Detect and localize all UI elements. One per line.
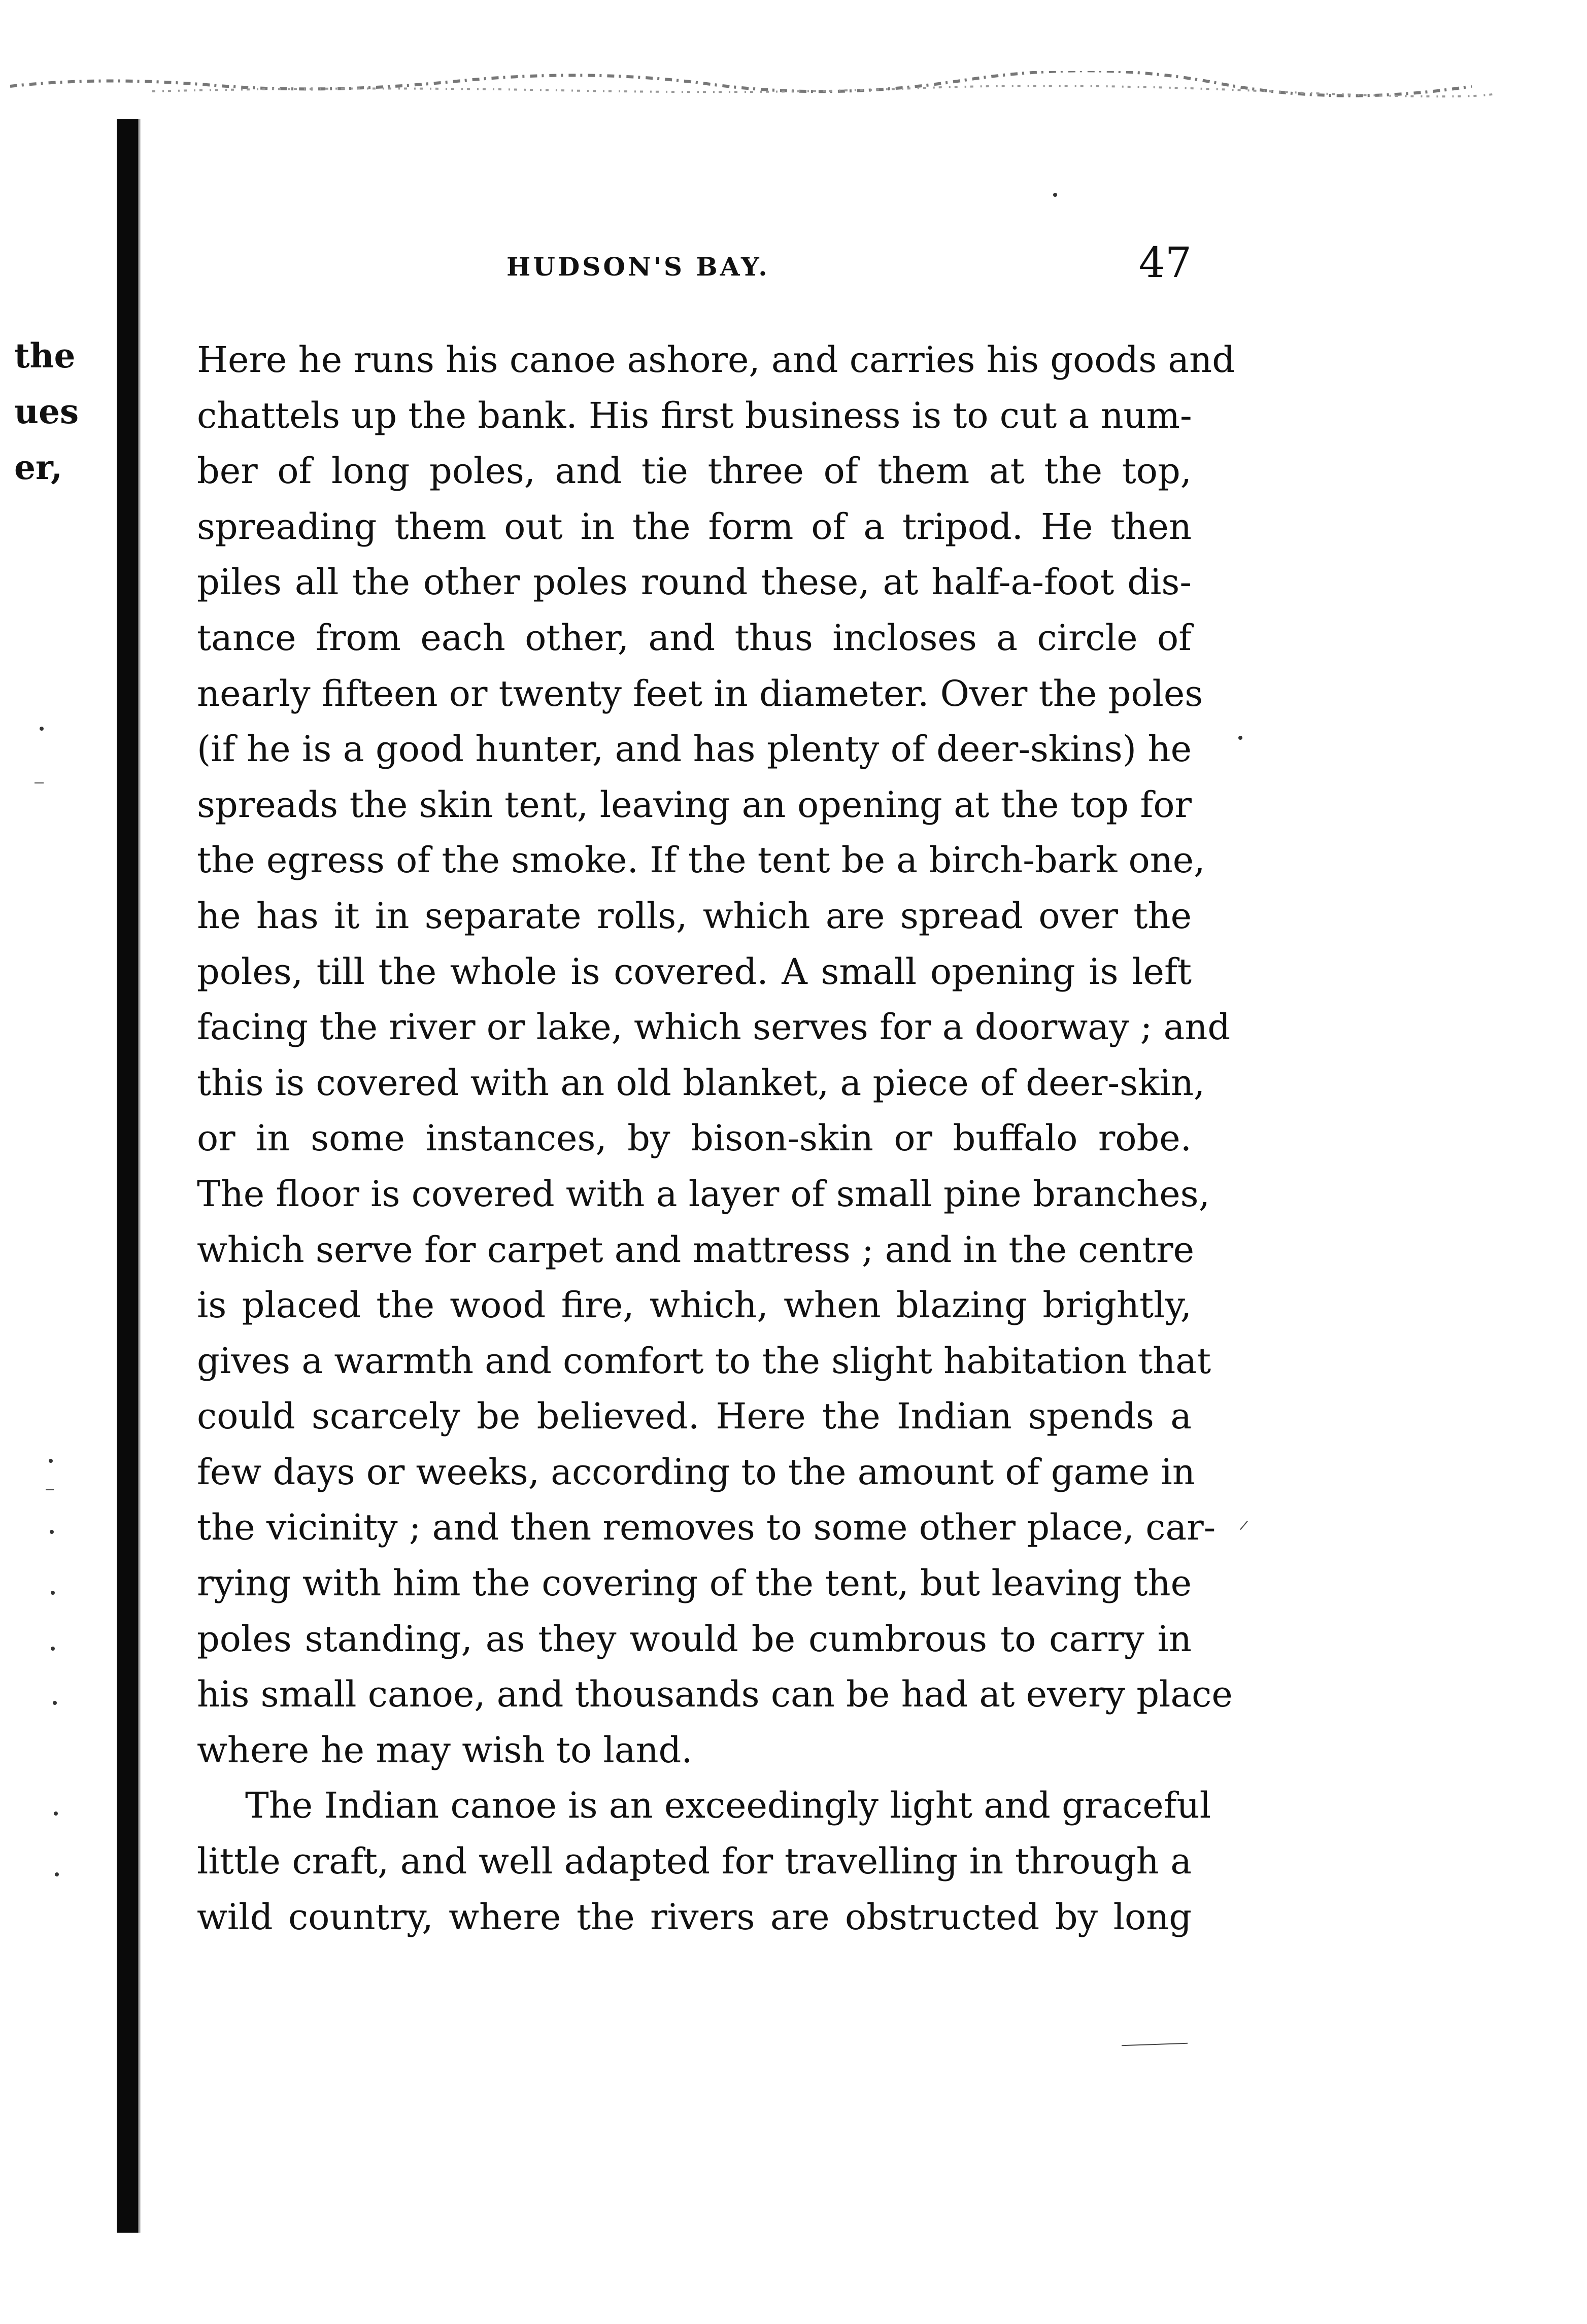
text-line: where he may wish to land. (197, 1729, 693, 1771)
scan-speck (40, 727, 44, 731)
text-line: The Indian canoe is an exceedingly light and graceful (245, 1785, 1211, 1827)
text-line: The floor is covered with a layer of small pine branches, (197, 1173, 1210, 1215)
scan-speck (35, 782, 44, 783)
text-line: nearly fifteen or twenty feet in diameter. Over the poles (197, 672, 1203, 714)
text-line: or in some instances, by bison-skin or buffalo robe. (197, 1117, 1192, 1159)
scan-edge-noise (0, 71, 1587, 101)
text-line: is placed the wood fire, which, when blazing brightly, (197, 1284, 1192, 1326)
text-line: spreading them out in the form of a tripod. He then (197, 505, 1192, 548)
facing-fragment: ues (14, 392, 79, 431)
scan-speck (53, 1701, 57, 1705)
text-line: ber of long poles, and tie three of them at the top, (197, 450, 1192, 492)
text-line: which serve for carpet and mattress ; and in the centre (197, 1228, 1195, 1271)
binding-gutter (117, 119, 138, 2233)
facing-fragment: er, (14, 448, 62, 487)
text-line: poles, till the whole is covered. A small opening is left (197, 950, 1192, 993)
scan-speck (54, 1812, 58, 1816)
scan-speck (1238, 736, 1242, 740)
facing-page-bleed (14, 0, 106, 2324)
facing-fragment: the (14, 336, 76, 375)
text-line: chattels up the bank. His first business is to cut a num- (197, 394, 1192, 436)
text-line: Here he runs his canoe ashore, and carries his goods and (197, 339, 1235, 381)
scan-speck (1240, 1521, 1248, 1530)
text-line: wild country, where the rivers are obstructed by long (197, 1896, 1192, 1938)
body-text (197, 332, 1235, 1945)
text-line: little craft, and well adapted for travelling in through a (197, 1840, 1192, 1883)
scan-speck (1053, 193, 1057, 197)
text-line: (if he is a good hunter, and has plenty of deer-skins) he (197, 728, 1192, 770)
text-line: gives a warmth and comfort to the slight habitation that (197, 1340, 1211, 1382)
page-number: 47 (1138, 239, 1192, 287)
text-line: the egress of the smoke. If the tent be a birch-bark one, (197, 839, 1205, 881)
scan-speck (1122, 2043, 1188, 2046)
text-line: few days or weeks, according to the amount of game in (197, 1451, 1195, 1493)
scan-speck (55, 1872, 59, 1876)
text-line: spreads the skin tent, leaving an opening at the top for (197, 783, 1192, 826)
text-line: he has it in separate rolls, which are spread over the (197, 895, 1192, 937)
scan-speck (51, 1647, 55, 1651)
text-line: poles standing, as they would be cumbrous to carry in (197, 1618, 1192, 1660)
text-line: rying with him the covering of the tent, but leaving the (197, 1562, 1192, 1604)
text-line: tance from each other, and thus incloses a circle of (197, 617, 1192, 659)
text-line: could scarcely be believed. Here the Indian spends a (197, 1395, 1192, 1438)
text-line: facing the river or lake, which serves for a doorway ; and (197, 1006, 1231, 1048)
scan-speck (51, 1591, 55, 1595)
scan-speck (46, 1489, 54, 1490)
text-line: piles all the other poles round these, at half-a-foot dis- (197, 561, 1192, 603)
text-line: the vicinity ; and then removes to some other place, car- (197, 1507, 1216, 1549)
text-line: his small canoe, and thousands can be had at every place (197, 1673, 1233, 1716)
running-head: HUDSON'S BAY. (507, 252, 770, 282)
scan-speck (49, 1459, 53, 1463)
scan-speck (50, 1530, 54, 1534)
text-line: this is covered with an old blanket, a piece of deer-skin, (197, 1062, 1205, 1104)
binding-shadow (138, 119, 141, 2233)
page-header (197, 239, 1192, 288)
